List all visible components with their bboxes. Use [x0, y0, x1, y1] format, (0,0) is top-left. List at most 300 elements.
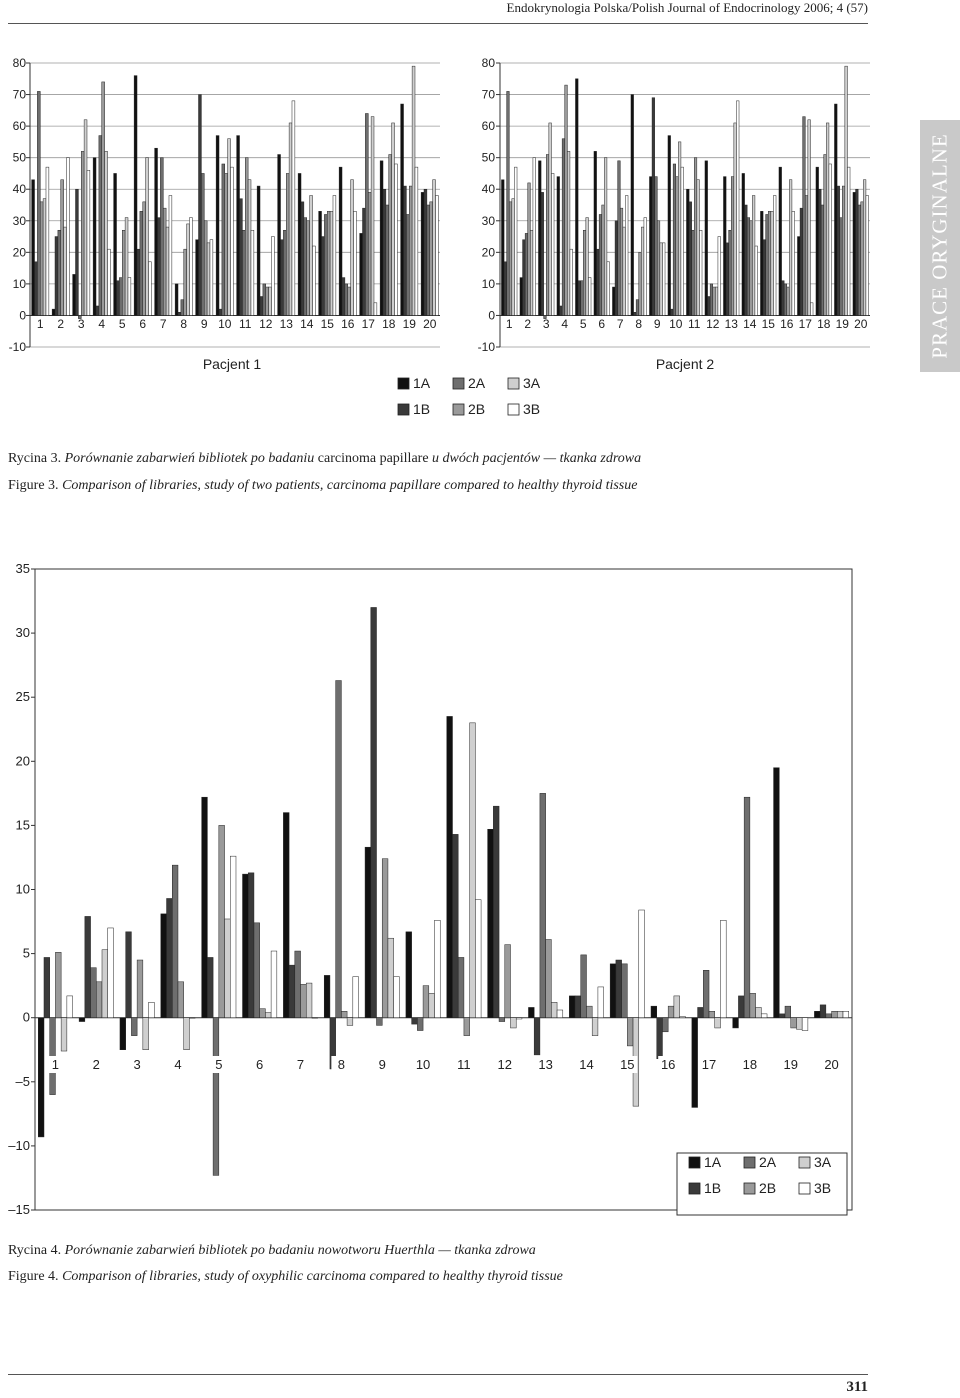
y-tick-label: 50 — [12, 150, 26, 165]
y-tick-label: 40 — [12, 182, 26, 197]
bar — [289, 965, 295, 1018]
x-category-label: 16 — [341, 317, 355, 331]
bar — [575, 996, 581, 1018]
x-category-label: 13 — [279, 317, 293, 331]
bar — [427, 205, 430, 315]
legend-label: 3A — [814, 1154, 832, 1170]
bar — [657, 221, 660, 316]
bar — [766, 214, 769, 315]
bar — [143, 202, 146, 316]
bar — [417, 1018, 423, 1031]
y-tick-label: –15 — [8, 1202, 30, 1217]
bar — [520, 278, 523, 316]
bar — [394, 164, 397, 315]
bar — [447, 716, 453, 1017]
x-category-label: 20 — [423, 317, 437, 331]
x-category-label: 2 — [57, 317, 65, 331]
bar — [565, 85, 568, 315]
bar — [792, 211, 795, 315]
bar — [307, 221, 310, 316]
bar — [167, 898, 173, 1017]
bar — [406, 932, 412, 1018]
x-category-label: 4 — [561, 317, 569, 331]
bar — [304, 218, 307, 316]
bar — [219, 309, 222, 315]
bar — [424, 189, 427, 315]
bar — [612, 287, 615, 315]
bar — [430, 202, 433, 316]
bar — [169, 196, 172, 316]
bar — [43, 199, 46, 316]
y-tick-label: 20 — [481, 245, 495, 260]
bar — [38, 1018, 44, 1137]
x-category-label: 1 — [51, 1057, 60, 1072]
bar — [697, 180, 700, 316]
bar — [327, 211, 330, 315]
bar — [44, 957, 50, 1017]
x-category-label: 4 — [174, 1057, 182, 1072]
bar — [148, 262, 151, 316]
bar — [412, 66, 415, 315]
y-tick-label: 70 — [12, 87, 26, 102]
figure3-text-en: Comparison of libraries, study of two patients, carcinoma papillare compared to healthy thyroid tissue — [62, 478, 638, 493]
bar — [861, 202, 864, 316]
bar — [644, 218, 647, 316]
bar — [184, 249, 187, 315]
bar — [435, 196, 438, 316]
bar — [530, 230, 533, 315]
legend-label: 2B — [468, 401, 486, 417]
bar — [784, 284, 787, 316]
bar — [779, 1014, 785, 1018]
bar — [240, 199, 243, 316]
figure3-text-pl-b: carcinoma papillare — [317, 451, 429, 466]
bar — [230, 856, 236, 1018]
bar — [698, 1007, 704, 1017]
bar — [371, 117, 374, 316]
x-category-label: 14 — [300, 317, 314, 331]
legend — [398, 375, 541, 417]
bar — [108, 928, 114, 1018]
bar — [353, 977, 359, 1018]
bar — [433, 180, 436, 316]
y-tick-label: 20 — [15, 753, 30, 769]
bar — [166, 227, 169, 315]
bar — [140, 211, 143, 315]
bar — [715, 1018, 721, 1028]
bar — [377, 1018, 383, 1026]
bar — [858, 205, 861, 315]
bar — [594, 151, 597, 315]
bar — [745, 205, 748, 315]
x-category-label: 5 — [215, 1057, 223, 1072]
bar — [388, 938, 394, 1017]
legend-swatch — [453, 378, 464, 389]
bar — [512, 199, 515, 316]
bar — [91, 968, 97, 1018]
bar — [843, 1011, 849, 1017]
bar — [265, 1013, 271, 1018]
bar — [204, 221, 207, 316]
x-category-label: 11 — [239, 317, 252, 331]
bar — [348, 287, 351, 315]
bar — [415, 167, 418, 315]
bar — [421, 192, 424, 315]
x-category-label: 8 — [337, 1057, 345, 1072]
bar — [842, 186, 845, 315]
bar — [715, 287, 718, 315]
x-category-label: 4 — [98, 317, 106, 331]
bar — [615, 221, 618, 316]
bar — [755, 246, 758, 315]
bar — [583, 230, 586, 315]
bar — [824, 155, 827, 316]
bar — [620, 208, 623, 315]
bar — [504, 262, 507, 316]
bar — [534, 1018, 540, 1055]
bar — [365, 847, 371, 1018]
footer-rule — [8, 1374, 868, 1375]
bar — [35, 262, 38, 316]
bar — [365, 113, 368, 315]
legend-swatch — [689, 1157, 700, 1168]
bar — [301, 984, 307, 1017]
bar — [93, 158, 96, 316]
legend-swatch — [453, 404, 464, 415]
bar — [525, 233, 528, 315]
bar — [729, 230, 732, 315]
bar — [458, 957, 464, 1017]
y-tick-label: 30 — [12, 213, 26, 228]
bar — [723, 177, 726, 316]
x-category-label: 18 — [817, 317, 831, 331]
bar — [761, 1014, 767, 1018]
bar — [324, 214, 327, 315]
bar — [394, 977, 400, 1018]
bar — [207, 243, 210, 316]
x-category-label: 14 — [579, 1057, 594, 1072]
y-tick-label: -10 — [477, 340, 495, 354]
bar — [301, 202, 304, 316]
bar — [435, 920, 441, 1017]
bar — [569, 996, 575, 1018]
bar — [671, 309, 674, 315]
x-category-label: 16 — [780, 317, 794, 331]
x-category-label: 17 — [361, 317, 375, 331]
bar — [673, 164, 676, 315]
y-tick-label: 10 — [15, 881, 30, 897]
bar — [499, 1018, 505, 1022]
bar — [271, 951, 277, 1018]
bar — [67, 996, 73, 1018]
bar — [330, 211, 333, 315]
bar — [610, 964, 616, 1018]
bar — [816, 167, 819, 315]
bar — [787, 287, 790, 315]
bar — [662, 243, 665, 316]
x-category-label: 19 — [402, 317, 416, 331]
bar — [733, 1018, 739, 1028]
bar — [538, 161, 541, 316]
bar — [750, 221, 753, 316]
bar — [363, 208, 366, 315]
y-tick-label: 25 — [15, 689, 30, 705]
bar — [616, 960, 622, 1018]
bar — [657, 1018, 663, 1059]
bar — [674, 996, 680, 1018]
legend-swatch — [508, 378, 519, 389]
bar — [237, 136, 240, 316]
bar — [551, 1002, 557, 1017]
legend-label: 1B — [413, 401, 431, 417]
y-tick-label: 80 — [481, 56, 495, 70]
bar — [380, 161, 383, 316]
figure4-text-pl: Porównanie zabarwień bibliotek po badaniu nowotworu Huerthla — tkanka zdrowa — [64, 1243, 536, 1258]
bar — [832, 1011, 838, 1017]
bar — [46, 167, 49, 315]
bar — [805, 196, 808, 316]
bar — [470, 723, 476, 1018]
bar — [401, 104, 404, 315]
y-tick-label: –10 — [8, 1137, 30, 1153]
bar — [692, 1018, 698, 1108]
bar — [602, 205, 605, 315]
bar — [847, 167, 850, 315]
bar — [692, 230, 695, 315]
y-tick-label: 40 — [481, 182, 495, 197]
bar — [639, 910, 645, 1018]
bar — [501, 180, 504, 316]
x-category-label: 12 — [706, 317, 720, 331]
bar — [639, 252, 642, 315]
bar — [760, 211, 763, 315]
bar — [257, 186, 260, 315]
legend-swatch — [744, 1183, 755, 1194]
bar — [710, 284, 713, 316]
bar — [493, 806, 499, 1018]
bar — [319, 211, 322, 315]
bar — [219, 825, 225, 1017]
bar — [61, 180, 64, 316]
bar — [269, 287, 272, 315]
bar — [96, 306, 99, 315]
bar — [76, 189, 79, 315]
legend-label: 2A — [759, 1154, 777, 1170]
bar — [689, 202, 692, 316]
bar — [604, 158, 607, 316]
bar — [251, 230, 254, 315]
x-category-label: 13 — [724, 317, 738, 331]
bar — [681, 167, 684, 315]
y-tick-label: 60 — [12, 119, 26, 134]
bar — [52, 309, 55, 315]
bar — [336, 681, 342, 1018]
bar — [625, 196, 628, 316]
bar — [81, 151, 84, 315]
bar — [845, 66, 848, 315]
x-category-label: 5 — [118, 317, 126, 331]
bar — [516, 1018, 522, 1019]
figure3-text-pl-a: Porównanie zabarwień bibliotek po badaniu — [64, 451, 315, 466]
bar — [694, 158, 697, 316]
bar — [863, 180, 866, 316]
y-tick-label: 0 — [19, 308, 26, 323]
bar — [207, 957, 213, 1017]
bar — [409, 186, 412, 315]
y-tick-label: 10 — [481, 276, 495, 291]
bar — [242, 230, 245, 315]
bar — [125, 218, 128, 316]
bar — [225, 919, 231, 1018]
bar — [386, 205, 389, 315]
bar — [541, 192, 544, 315]
bar — [37, 91, 40, 315]
bar — [347, 1018, 353, 1026]
x-category-label: 3 — [133, 1057, 141, 1072]
bar — [79, 1018, 85, 1022]
x-category-label: 19 — [835, 317, 849, 331]
bar — [771, 211, 774, 315]
bar — [678, 142, 681, 316]
bar — [834, 104, 837, 315]
legend-swatch — [398, 404, 409, 415]
bar — [107, 249, 110, 315]
legend-swatch — [744, 1157, 755, 1168]
legend-label: 3A — [523, 375, 541, 391]
bar — [686, 189, 689, 315]
bar — [803, 117, 806, 316]
x-category-label: 6 — [139, 317, 147, 331]
bar — [528, 1007, 534, 1017]
legend-swatch — [799, 1157, 810, 1168]
y-tick-label: 30 — [481, 213, 495, 228]
x-category-label: 15 — [620, 1057, 635, 1072]
bar — [222, 164, 225, 315]
bar — [523, 240, 526, 316]
bar — [114, 173, 117, 315]
x-category-label: 18 — [382, 317, 396, 331]
bar — [406, 214, 409, 315]
bar — [821, 205, 824, 315]
plot-frame — [35, 569, 852, 1210]
bar — [557, 1010, 563, 1018]
x-category-label: 9 — [653, 317, 661, 331]
bar — [230, 167, 233, 315]
bar — [271, 237, 274, 316]
bar — [248, 180, 251, 316]
bar — [800, 208, 803, 315]
bar — [392, 123, 395, 315]
bar — [160, 158, 163, 316]
bar — [178, 312, 181, 315]
bar — [649, 177, 652, 316]
bar — [196, 240, 199, 316]
bar — [345, 284, 348, 316]
x-category-label: 16 — [660, 1057, 676, 1072]
bar — [774, 768, 780, 1018]
bar — [586, 218, 589, 316]
bar — [202, 797, 208, 1018]
bar — [631, 95, 634, 316]
y-tick-label: 35 — [15, 561, 30, 576]
bar — [607, 262, 610, 316]
bar — [351, 180, 354, 316]
bar — [708, 297, 711, 316]
bar — [598, 987, 604, 1018]
bar — [557, 177, 560, 316]
bar — [785, 1006, 791, 1018]
bar — [528, 183, 531, 316]
bar — [560, 306, 563, 315]
legend-label: 1B — [704, 1180, 722, 1196]
bar — [586, 1006, 592, 1018]
bar — [507, 91, 510, 315]
bar — [289, 123, 292, 315]
bar — [119, 278, 122, 316]
bar — [382, 859, 388, 1018]
bar — [599, 214, 602, 315]
bar — [634, 312, 637, 315]
bar — [713, 287, 716, 315]
bar — [429, 993, 435, 1017]
bar — [452, 834, 458, 1017]
bar — [298, 173, 301, 315]
bar — [837, 1011, 843, 1017]
y-tick-label: 0 — [488, 308, 495, 323]
x-category-label: 13 — [538, 1057, 553, 1072]
x-category-label: 14 — [743, 317, 757, 331]
page-number: 311 — [846, 1379, 868, 1395]
bar — [383, 189, 386, 315]
figure4-label-en: Figure 4. — [8, 1269, 59, 1284]
patient2-chart — [478, 56, 870, 372]
bar — [488, 829, 494, 1017]
bar — [245, 158, 248, 316]
bar — [163, 208, 166, 315]
y-tick-label: –5 — [15, 1073, 30, 1089]
bar — [734, 123, 737, 315]
legend-swatch — [398, 378, 409, 389]
x-category-label: 2 — [524, 317, 532, 331]
legend — [677, 1153, 847, 1215]
bar — [622, 964, 628, 1018]
bar — [389, 155, 392, 316]
bar — [475, 900, 481, 1018]
bar — [295, 951, 301, 1018]
bar — [228, 139, 231, 316]
bar — [122, 230, 125, 315]
bar — [134, 76, 137, 316]
bar — [283, 230, 286, 315]
bar — [137, 960, 143, 1018]
y-tick-label: 15 — [15, 817, 30, 833]
bar — [216, 136, 219, 316]
patient1-chart — [9, 56, 440, 372]
bar — [371, 607, 377, 1017]
bar — [117, 281, 120, 316]
bar — [353, 211, 356, 315]
bar — [120, 1018, 126, 1050]
bar — [514, 167, 517, 315]
x-category-label: 15 — [761, 317, 775, 331]
bar — [61, 1018, 67, 1051]
bar — [752, 196, 755, 316]
bar — [660, 243, 663, 316]
bar — [283, 813, 289, 1018]
bar — [158, 218, 161, 316]
bar — [342, 278, 345, 316]
bar — [374, 303, 377, 316]
